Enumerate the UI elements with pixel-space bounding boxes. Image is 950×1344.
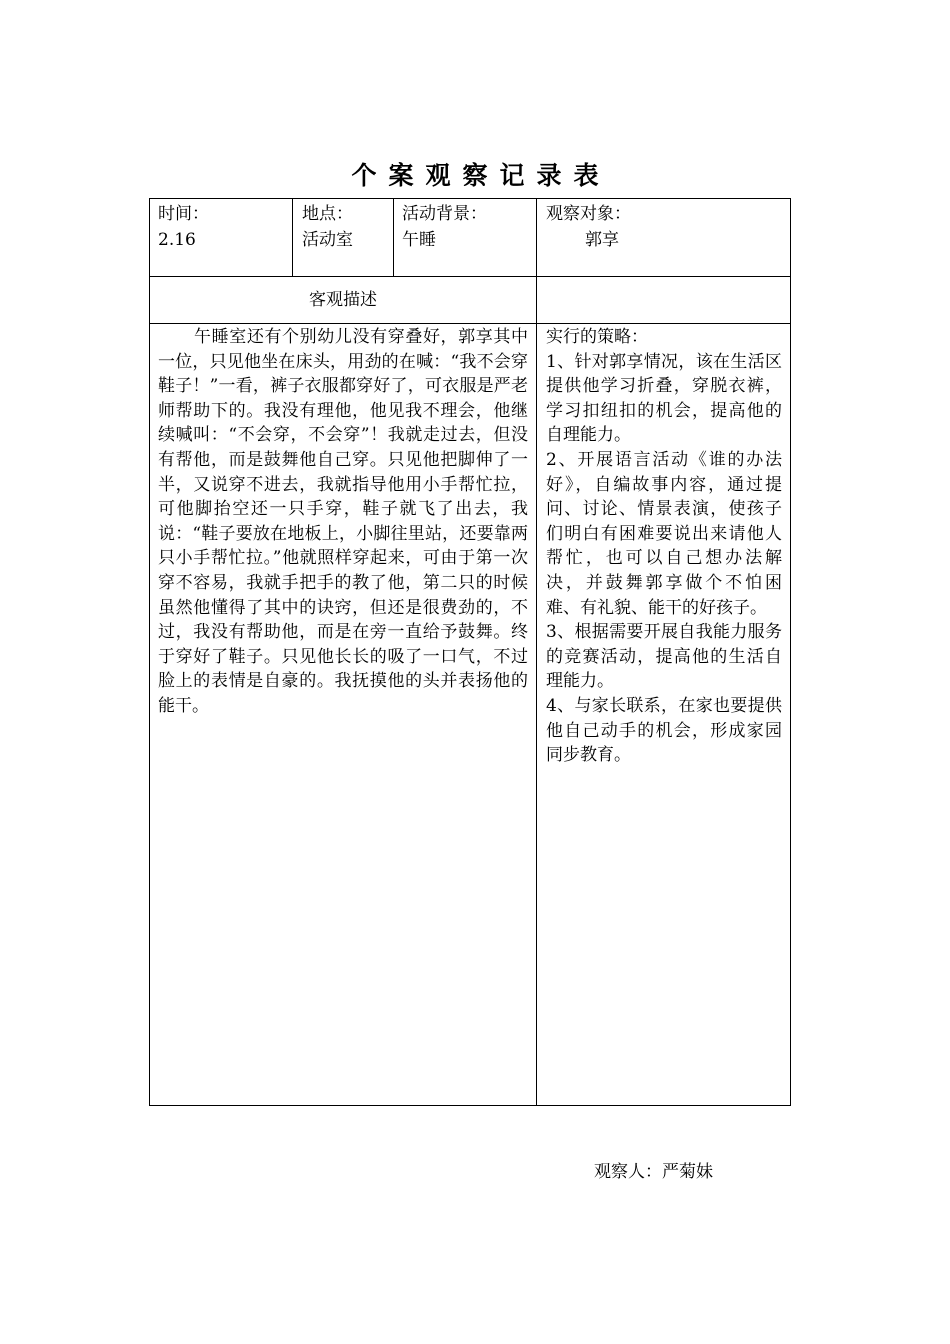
objective-heading: 客观描述 <box>309 290 377 310</box>
background-value: 午睡 <box>402 230 436 250</box>
time-cell <box>158 201 288 253</box>
strategy-item: 1、针对郭享情况，该在生活区提供他学习折叠，穿脱衣裤，学习扣纽扣的机会，提高他的自理能力。 <box>546 351 782 446</box>
strategy-heading: 实行的策略： <box>546 327 648 347</box>
page-title: 个案观察记录表 <box>351 161 611 190</box>
table-rule-2 <box>149 323 791 324</box>
subject-cell <box>546 201 786 253</box>
time-label: 时间： <box>158 204 209 224</box>
place-label: 地点： <box>302 204 353 224</box>
table-border-right <box>790 198 791 1106</box>
observer-signature: 观察人：严菊妹 <box>594 1162 713 1182</box>
strategy-section <box>546 325 782 768</box>
background-label: 活动背景： <box>402 204 487 224</box>
strategy-item: 3、根据需要开展自我能力服务的竞赛活动，提高他的生活自理能力。 <box>546 622 782 692</box>
place-value: 活动室 <box>302 230 353 250</box>
place-cell <box>302 201 390 253</box>
background-cell <box>402 201 532 253</box>
time-value: 2.16 <box>158 230 196 250</box>
subject-value: 郭享 <box>585 230 619 250</box>
subject-label: 观察对象： <box>546 204 631 224</box>
table-rule-1 <box>149 276 791 277</box>
strategy-item: 2、开展语言活动《谁的办法好》，自编故事内容，通过提问、讨论、情景表演，使孩子们明白有困难要说出来请他人帮忙，也可以自己想办法解决，并鼓舞郭享做个不怕困难、有礼貌、能干的好孩子。 <box>546 449 782 618</box>
table-divider-1 <box>292 198 293 276</box>
objective-description: 午睡室还有个别幼儿没有穿叠好，郭享其中一位，只见他坐在床头，用劲的在喊：“我不会穿鞋子！”一看，裤子衣服都穿好了，可衣服是严老师帮助下的。我没有理他，他见我不理会，他继续喊叫：“不会穿，不会穿”！我就走过去，但没有帮他，而是鼓舞他自己穿。只见他把脚伸了一半，又说穿不进去，我就指导他用小手帮忙拉，可他脚抬空还一只手穿，鞋子就飞了出去，我说：“鞋子要放在地板上，小脚往里站，还要靠两只小手帮忙拉。”他就照样穿起来，可由于第一次穿不容易，我就手把手的教了他，第二只的时候虽然他懂得了其中的诀窍，但还是很费劲的，不过，我没有帮助他，而是在旁一直给予鼓舞。终于穿好了鞋子。只见他长长的吸了一口气，不过脸上的表情是自豪的。我抚摸他的头并表扬他的能干。 <box>158 327 528 716</box>
table-border-top <box>149 198 791 199</box>
table-border-bottom <box>149 1105 791 1106</box>
table-divider-main <box>536 198 537 1106</box>
strategy-item: 4、与家长联系，在家也要提供他自己动手的机会，形成家园同步教育。 <box>546 695 782 766</box>
table-divider-2 <box>393 198 394 276</box>
table-border-left <box>149 198 150 1106</box>
